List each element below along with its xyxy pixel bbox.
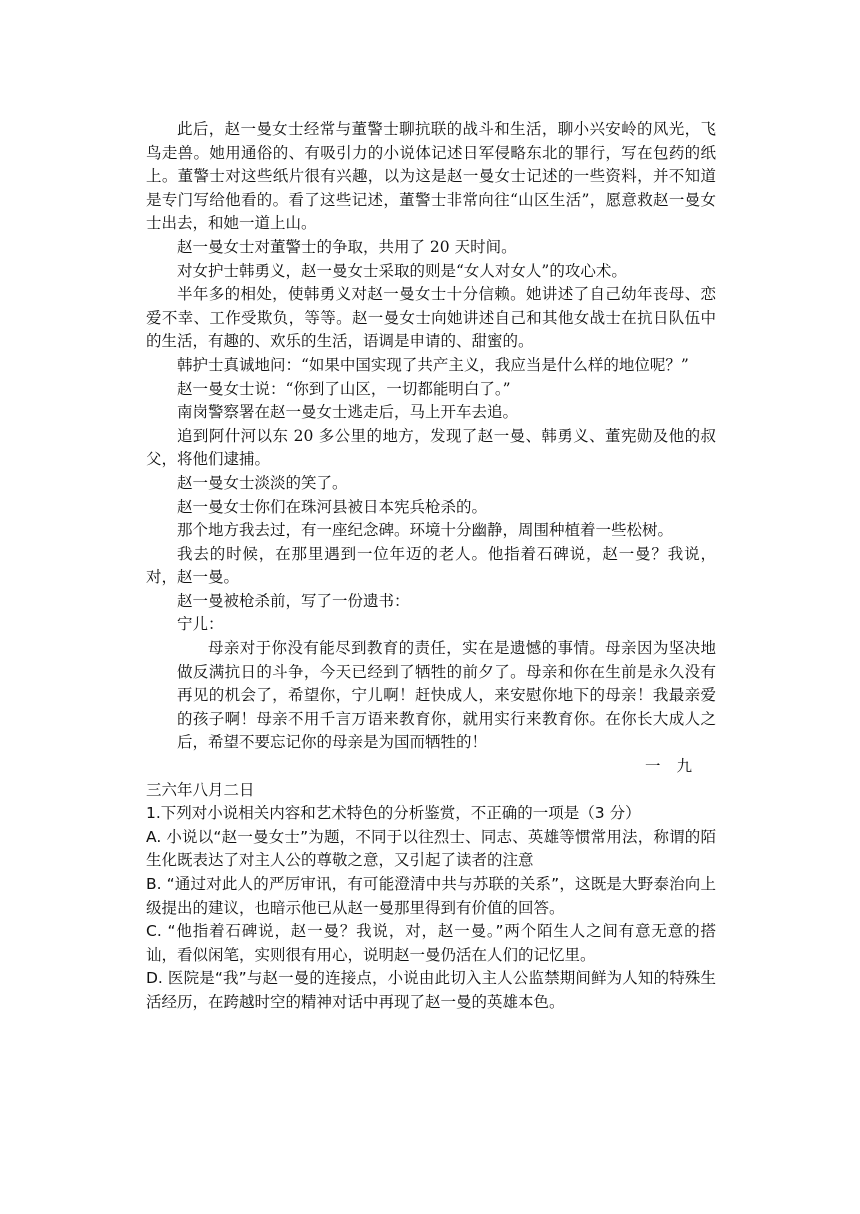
story-paragraph: 南岗警察署在赵一曼女士逃走后，马上开车去追。: [177, 403, 519, 422]
story-paragraph: 追到阿什河以东 20 多公里的地方，发现了赵一曼、韩勇义、董宪勋及他的叔父，将他们逮捕。: [146, 426, 716, 469]
question-option-c: C. “他指着石碑说，赵一曼？我说，对，赵一曼。”两个陌生人之间有意无意的搭讪，看似闲笔，实则很有用心，说明赵一曼仍活在人们的记忆里。: [146, 922, 716, 964]
will-letter: [146, 613, 716, 755]
question-option-d: D. 医院是“我”与赵一曼的连接点，小说由此切入主人公监禁期间鲜为人知的特殊生活经历，在跨越时空的精神对话中再现了赵一曼的英雄本色。: [146, 969, 716, 1011]
story-paragraph: 赵一曼女士对董警士的争取，共用了 20 天时间。: [177, 237, 517, 256]
story-paragraph: 那个地方我去过，有一座纪念碑。环境十分幽静，周围种植着一些松树。: [177, 521, 674, 540]
story-paragraph: 赵一曼女士说：“你到了山区，一切都能明白了。”: [177, 379, 511, 398]
document-page: [146, 118, 716, 1015]
story-paragraph: 对女护士韩勇义，赵一曼女士采取的则是“女人对女人”的攻心术。: [177, 261, 627, 280]
story-paragraph: 赵一曼被枪杀前，写了一份遗书：: [177, 591, 410, 610]
story-paragraph: 此后，赵一曼女士经常与董警士聊抗联的战斗和生活，聊小兴安岭的风光，飞鸟走兽。她用通俗的、有吸引力的小说体记述日军侵略东北的罪行，写在包药的纸上。董警士对这些纸片很有兴趣，以为这是赵一曼女士记述的一些资料，并不知道是专门写给他看的。看了这些记述，董警士非常向往“山区生活”，愿意救赵一曼女士出去，和她一道上山。: [146, 120, 716, 233]
story-paragraph: 赵一曼女士你们在珠河县被日本宪兵枪杀的。: [177, 497, 488, 516]
story-paragraph: 半年多的相处，使韩勇义对赵一曼女士十分信赖。她讲述了自己幼年丧母、恋爱不幸、工作受欺负，等等。赵一曼女士向她讲述自己和其他女战士在抗日队伍中的生活，有趣的、欢乐的生活，语调是申请的、甜蜜的。: [146, 285, 716, 351]
question-option-a: A. 小说以“赵一曼女士”为题，不同于以往烈士、同志、英雄等惯常用法，称谓的陌生化既表达了对主人公的尊敬之意，又引起了读者的注意: [146, 827, 716, 870]
letter-date-part1: 一九: [644, 757, 708, 776]
letter-salutation: 宁儿：: [177, 615, 224, 634]
letter-body: 母亲对于你没有能尽到教育的责任，实在是遗憾的事情。母亲因为坚决地做反满抗日的斗争，今天已经到了牺牲的前夕了。母亲和你在生前是永久没有再见的机会了，希望你，宁儿啊！赶快成人，来安慰你地下的母亲！我最亲爱的孩子啊！母亲不用千言万语来教育你，就用实行来教育你。在你长大成人之后，希望不要忘记你的母亲是为国而牺牲的！: [177, 639, 716, 752]
story-paragraph: 赵一曼女士淡淡的笑了。: [177, 473, 348, 492]
question-stem: 1.下列对小说相关内容和艺术特色的分析鉴赏，不正确的一项是（3 分）: [146, 804, 641, 823]
story-paragraph: 我去的时候，在那里遇到一位年迈的老人。他指着石碑说，赵一曼？我说，对，赵一曼。: [146, 544, 716, 587]
story-paragraph: 韩护士真诚地问：“如果中国实现了共产主义，我应当是什么样的地位呢？”: [177, 355, 689, 374]
question-option-b: B. “通过对此人的严厉审讯，有可能澄清中共与苏联的关系”，这既是大野泰治向上级提出的建议，也暗示他已从赵一曼那里得到有价值的回答。: [146, 875, 716, 917]
letter-date-part2: 三六年八月二日: [146, 780, 255, 799]
